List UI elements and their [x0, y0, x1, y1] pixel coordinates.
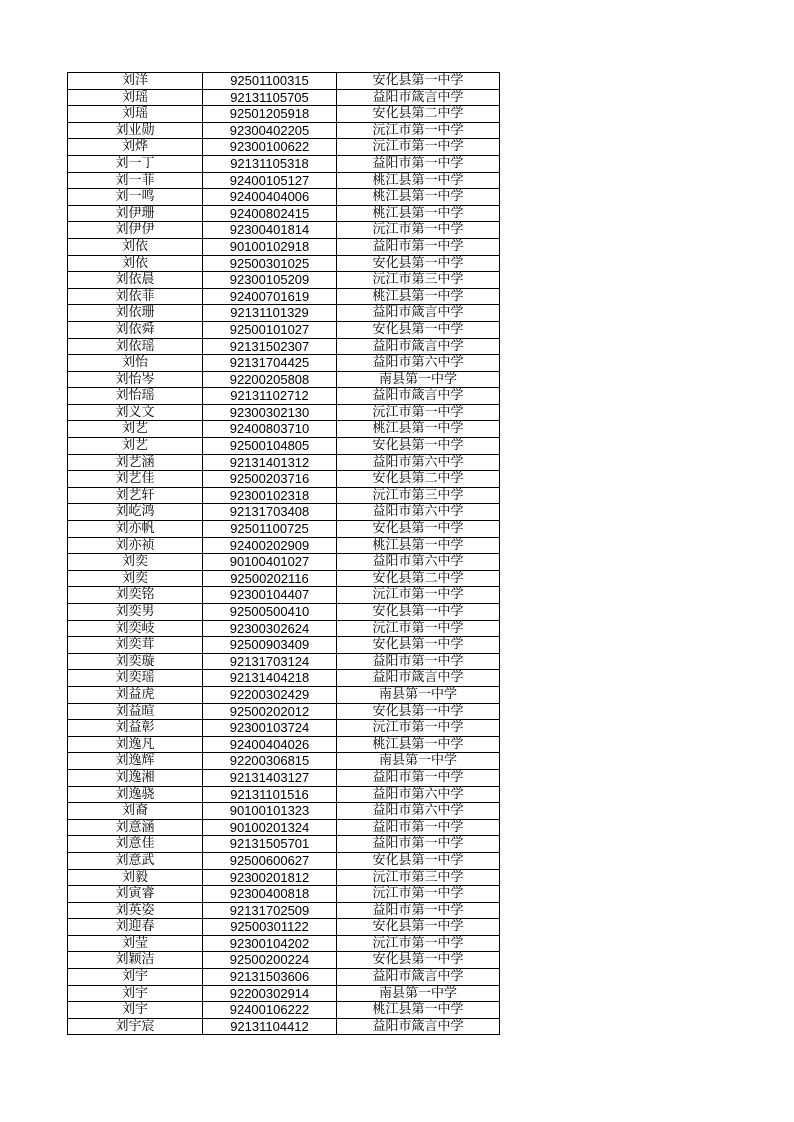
- name-cell: 刘逸湘: [68, 769, 203, 786]
- school-cell: 沅江市第一中学: [337, 886, 500, 903]
- name-cell: 刘益彰: [68, 720, 203, 737]
- id-cell: 92131105705: [203, 89, 337, 106]
- table-row: [68, 769, 500, 786]
- table-row: [68, 637, 500, 654]
- table-row: [68, 886, 500, 903]
- table-row: [68, 205, 500, 222]
- table-row: [68, 504, 500, 521]
- name-cell: 刘宇: [68, 969, 203, 986]
- school-cell: 益阳市箴言中学: [337, 338, 500, 355]
- school-cell: 安化县第一中学: [337, 919, 500, 936]
- name-cell: 刘业勋: [68, 122, 203, 139]
- table-row: [68, 89, 500, 106]
- name-cell: 刘裔: [68, 803, 203, 820]
- id-cell: 92400404026: [203, 736, 337, 753]
- name-cell: 刘奕璇: [68, 653, 203, 670]
- table-row: [68, 355, 500, 372]
- school-cell: 益阳市第六中学: [337, 786, 500, 803]
- id-cell: 90100102918: [203, 238, 337, 255]
- table-row: [68, 703, 500, 720]
- name-cell: 刘宇: [68, 1002, 203, 1019]
- table-row: [68, 189, 500, 206]
- id-cell: 92400802415: [203, 205, 337, 222]
- name-cell: 刘宇宸: [68, 1018, 203, 1035]
- school-cell: 安化县第一中学: [337, 952, 500, 969]
- table-row: [68, 935, 500, 952]
- id-cell: 92500203716: [203, 471, 337, 488]
- school-cell: 益阳市箴言中学: [337, 1018, 500, 1035]
- name-cell: 刘艺轩: [68, 487, 203, 504]
- name-cell: 刘伊伊: [68, 222, 203, 239]
- name-cell: 刘奕瑶: [68, 670, 203, 687]
- name-cell: 刘烨: [68, 139, 203, 156]
- name-cell: 刘怡: [68, 355, 203, 372]
- name-cell: 刘逸骁: [68, 786, 203, 803]
- school-cell: 安化县第一中学: [337, 521, 500, 538]
- name-cell: 刘奕茸: [68, 637, 203, 654]
- id-cell: 92400701619: [203, 288, 337, 305]
- school-cell: 沅江市第三中学: [337, 272, 500, 289]
- name-cell: 刘一鸣: [68, 189, 203, 206]
- school-cell: 桃江县第一中学: [337, 421, 500, 438]
- id-cell: 92131101516: [203, 786, 337, 803]
- id-cell: 92131703124: [203, 653, 337, 670]
- school-cell: 沅江市第一中学: [337, 122, 500, 139]
- table-row: [68, 73, 500, 90]
- table-row: [68, 836, 500, 853]
- table-row: [68, 686, 500, 703]
- id-cell: 92400404006: [203, 189, 337, 206]
- school-cell: 安化县第一中学: [337, 637, 500, 654]
- id-cell: 92200306815: [203, 753, 337, 770]
- id-cell: 92400803710: [203, 421, 337, 438]
- school-cell: 沅江市第一中学: [337, 935, 500, 952]
- school-cell: 南县第一中学: [337, 686, 500, 703]
- school-cell: 桃江县第一中学: [337, 205, 500, 222]
- table-row: [68, 155, 500, 172]
- name-cell: 刘洋: [68, 73, 203, 90]
- table-row: [68, 736, 500, 753]
- name-cell: 刘屹鸿: [68, 504, 203, 521]
- id-cell: 92500202116: [203, 570, 337, 587]
- id-cell: 92501100315: [203, 73, 337, 90]
- table-row: [68, 570, 500, 587]
- id-cell: 92300302130: [203, 404, 337, 421]
- table-row: [68, 371, 500, 388]
- name-cell: 刘艺: [68, 421, 203, 438]
- name-cell: 刘意涵: [68, 819, 203, 836]
- name-cell: 刘颖洁: [68, 952, 203, 969]
- id-cell: 92131704425: [203, 355, 337, 372]
- name-cell: 刘一丁: [68, 155, 203, 172]
- school-cell: 益阳市第六中学: [337, 454, 500, 471]
- id-cell: 92131401312: [203, 454, 337, 471]
- table-row: [68, 487, 500, 504]
- school-cell: 安化县第一中学: [337, 852, 500, 869]
- table-row: [68, 819, 500, 836]
- table-row: [68, 902, 500, 919]
- table-row: [68, 288, 500, 305]
- table-row: [68, 952, 500, 969]
- name-cell: 刘依珊: [68, 305, 203, 322]
- name-cell: 刘奕: [68, 570, 203, 587]
- table-row: [68, 1002, 500, 1019]
- id-cell: 92131703408: [203, 504, 337, 521]
- school-cell: 桃江县第一中学: [337, 736, 500, 753]
- table-row: [68, 255, 500, 272]
- table-row: [68, 670, 500, 687]
- id-cell: 92131702509: [203, 902, 337, 919]
- school-cell: 南县第一中学: [337, 985, 500, 1002]
- id-cell: 92500600627: [203, 852, 337, 869]
- table-row: [68, 720, 500, 737]
- table-row: [68, 521, 500, 538]
- id-cell: 92200302429: [203, 686, 337, 703]
- id-cell: 92300105209: [203, 272, 337, 289]
- id-cell: 92300400818: [203, 886, 337, 903]
- table-row: [68, 139, 500, 156]
- name-cell: 刘依瑶: [68, 338, 203, 355]
- name-cell: 刘伊珊: [68, 205, 203, 222]
- id-cell: 92500500410: [203, 604, 337, 621]
- school-cell: 桃江县第一中学: [337, 189, 500, 206]
- table-row: [68, 338, 500, 355]
- id-cell: 92131503606: [203, 969, 337, 986]
- school-cell: 沅江市第一中学: [337, 222, 500, 239]
- id-cell: 92400105127: [203, 172, 337, 189]
- table-row: [68, 604, 500, 621]
- id-cell: 92131502307: [203, 338, 337, 355]
- school-cell: 安化县第一中学: [337, 73, 500, 90]
- id-cell: 92131104412: [203, 1018, 337, 1035]
- name-cell: 刘依菲: [68, 288, 203, 305]
- table-row: [68, 388, 500, 405]
- name-cell: 刘宇: [68, 985, 203, 1002]
- school-cell: 益阳市第一中学: [337, 769, 500, 786]
- id-cell: 92300100622: [203, 139, 337, 156]
- id-cell: 92300104407: [203, 587, 337, 604]
- school-cell: 益阳市箴言中学: [337, 388, 500, 405]
- school-cell: 沅江市第三中学: [337, 487, 500, 504]
- name-cell: 刘莹: [68, 935, 203, 952]
- school-cell: 益阳市第六中学: [337, 355, 500, 372]
- name-cell: 刘奕岐: [68, 620, 203, 637]
- table-row: [68, 803, 500, 820]
- school-cell: 益阳市第六中学: [337, 803, 500, 820]
- table-row: [68, 272, 500, 289]
- table-row: [68, 471, 500, 488]
- school-cell: 安化县第二中学: [337, 471, 500, 488]
- name-cell: 刘怡瑶: [68, 388, 203, 405]
- school-cell: 益阳市第六中学: [337, 504, 500, 521]
- id-cell: 92500104805: [203, 438, 337, 455]
- id-cell: 92300402205: [203, 122, 337, 139]
- school-cell: 安化县第一中学: [337, 255, 500, 272]
- table-row: [68, 869, 500, 886]
- school-cell: 沅江市第一中学: [337, 139, 500, 156]
- school-cell: 安化县第一中学: [337, 321, 500, 338]
- name-cell: 刘逸辉: [68, 753, 203, 770]
- table-row: [68, 985, 500, 1002]
- table-row: [68, 438, 500, 455]
- school-cell: 沅江市第一中学: [337, 587, 500, 604]
- school-cell: 安化县第一中学: [337, 438, 500, 455]
- id-cell: 92300201812: [203, 869, 337, 886]
- id-cell: 92300104202: [203, 935, 337, 952]
- school-cell: 桃江县第一中学: [337, 1002, 500, 1019]
- school-cell: 益阳市第一中学: [337, 902, 500, 919]
- id-cell: 92500301025: [203, 255, 337, 272]
- name-cell: 刘依: [68, 255, 203, 272]
- name-cell: 刘怡岑: [68, 371, 203, 388]
- table-row: [68, 1018, 500, 1035]
- table-row: [68, 753, 500, 770]
- id-cell: 92200302914: [203, 985, 337, 1002]
- table-row: [68, 404, 500, 421]
- table-row: [68, 421, 500, 438]
- school-cell: 沅江市第一中学: [337, 620, 500, 637]
- id-cell: 92500200224: [203, 952, 337, 969]
- id-cell: 92131404218: [203, 670, 337, 687]
- school-cell: 益阳市箴言中学: [337, 969, 500, 986]
- id-cell: 92400106222: [203, 1002, 337, 1019]
- school-cell: 益阳市第六中学: [337, 554, 500, 571]
- name-cell: 刘依晨: [68, 272, 203, 289]
- id-cell: 90100101323: [203, 803, 337, 820]
- name-cell: 刘逸凡: [68, 736, 203, 753]
- name-cell: 刘寅睿: [68, 886, 203, 903]
- school-cell: 益阳市第一中学: [337, 238, 500, 255]
- school-cell: 南县第一中学: [337, 371, 500, 388]
- school-cell: 益阳市箴言中学: [337, 670, 500, 687]
- school-cell: 益阳市第一中学: [337, 836, 500, 853]
- table-row: [68, 454, 500, 471]
- name-cell: 刘艺: [68, 438, 203, 455]
- name-cell: 刘一菲: [68, 172, 203, 189]
- name-cell: 刘奕男: [68, 604, 203, 621]
- name-cell: 刘亦祯: [68, 537, 203, 554]
- roster-body: [68, 73, 500, 1035]
- school-cell: 南县第一中学: [337, 753, 500, 770]
- school-cell: 桃江县第一中学: [337, 288, 500, 305]
- id-cell: 92131403127: [203, 769, 337, 786]
- name-cell: 刘毅: [68, 869, 203, 886]
- id-cell: 92300302624: [203, 620, 337, 637]
- id-cell: 92500202012: [203, 703, 337, 720]
- name-cell: 刘英姿: [68, 902, 203, 919]
- table-row: [68, 537, 500, 554]
- name-cell: 刘艺涵: [68, 454, 203, 471]
- id-cell: 92501205918: [203, 106, 337, 123]
- table-row: [68, 969, 500, 986]
- name-cell: 刘依舜: [68, 321, 203, 338]
- id-cell: 90100401027: [203, 554, 337, 571]
- school-cell: 益阳市第一中学: [337, 653, 500, 670]
- table-row: [68, 172, 500, 189]
- table-row: [68, 919, 500, 936]
- school-cell: 桃江县第一中学: [337, 172, 500, 189]
- table-row: [68, 222, 500, 239]
- name-cell: 刘瑶: [68, 89, 203, 106]
- id-cell: 92300102318: [203, 487, 337, 504]
- name-cell: 刘奕: [68, 554, 203, 571]
- table-row: [68, 554, 500, 571]
- table-row: [68, 786, 500, 803]
- school-cell: 安化县第二中学: [337, 106, 500, 123]
- name-cell: 刘迎春: [68, 919, 203, 936]
- id-cell: 92300401814: [203, 222, 337, 239]
- id-cell: 92131505701: [203, 836, 337, 853]
- school-cell: 安化县第一中学: [337, 703, 500, 720]
- table-row: [68, 852, 500, 869]
- name-cell: 刘瑶: [68, 106, 203, 123]
- school-cell: 沅江市第一中学: [337, 720, 500, 737]
- school-cell: 益阳市第一中学: [337, 155, 500, 172]
- name-cell: 刘艺佳: [68, 471, 203, 488]
- school-cell: 益阳市箴言中学: [337, 305, 500, 322]
- table-row: [68, 106, 500, 123]
- name-cell: 刘义文: [68, 404, 203, 421]
- name-cell: 刘意武: [68, 852, 203, 869]
- table-row: [68, 305, 500, 322]
- school-cell: 沅江市第一中学: [337, 404, 500, 421]
- id-cell: 92501100725: [203, 521, 337, 538]
- id-cell: 92500903409: [203, 637, 337, 654]
- school-cell: 益阳市箴言中学: [337, 89, 500, 106]
- id-cell: 90100201324: [203, 819, 337, 836]
- name-cell: 刘益暄: [68, 703, 203, 720]
- school-cell: 桃江县第一中学: [337, 537, 500, 554]
- id-cell: 92500101027: [203, 321, 337, 338]
- id-cell: 92200205808: [203, 371, 337, 388]
- id-cell: 92131105318: [203, 155, 337, 172]
- id-cell: 92131102712: [203, 388, 337, 405]
- id-cell: 92400202909: [203, 537, 337, 554]
- roster-table: [67, 72, 500, 1035]
- table-row: [68, 238, 500, 255]
- id-cell: 92500301122: [203, 919, 337, 936]
- name-cell: 刘奕铭: [68, 587, 203, 604]
- name-cell: 刘意佳: [68, 836, 203, 853]
- id-cell: 92300103724: [203, 720, 337, 737]
- school-cell: 沅江市第三中学: [337, 869, 500, 886]
- table-row: [68, 653, 500, 670]
- table-row: [68, 620, 500, 637]
- school-cell: 安化县第一中学: [337, 604, 500, 621]
- table-row: [68, 321, 500, 338]
- name-cell: 刘亦帆: [68, 521, 203, 538]
- table-row: [68, 587, 500, 604]
- name-cell: 刘益虎: [68, 686, 203, 703]
- name-cell: 刘依: [68, 238, 203, 255]
- school-cell: 安化县第二中学: [337, 570, 500, 587]
- table-row: [68, 122, 500, 139]
- id-cell: 92131101329: [203, 305, 337, 322]
- school-cell: 益阳市第一中学: [337, 819, 500, 836]
